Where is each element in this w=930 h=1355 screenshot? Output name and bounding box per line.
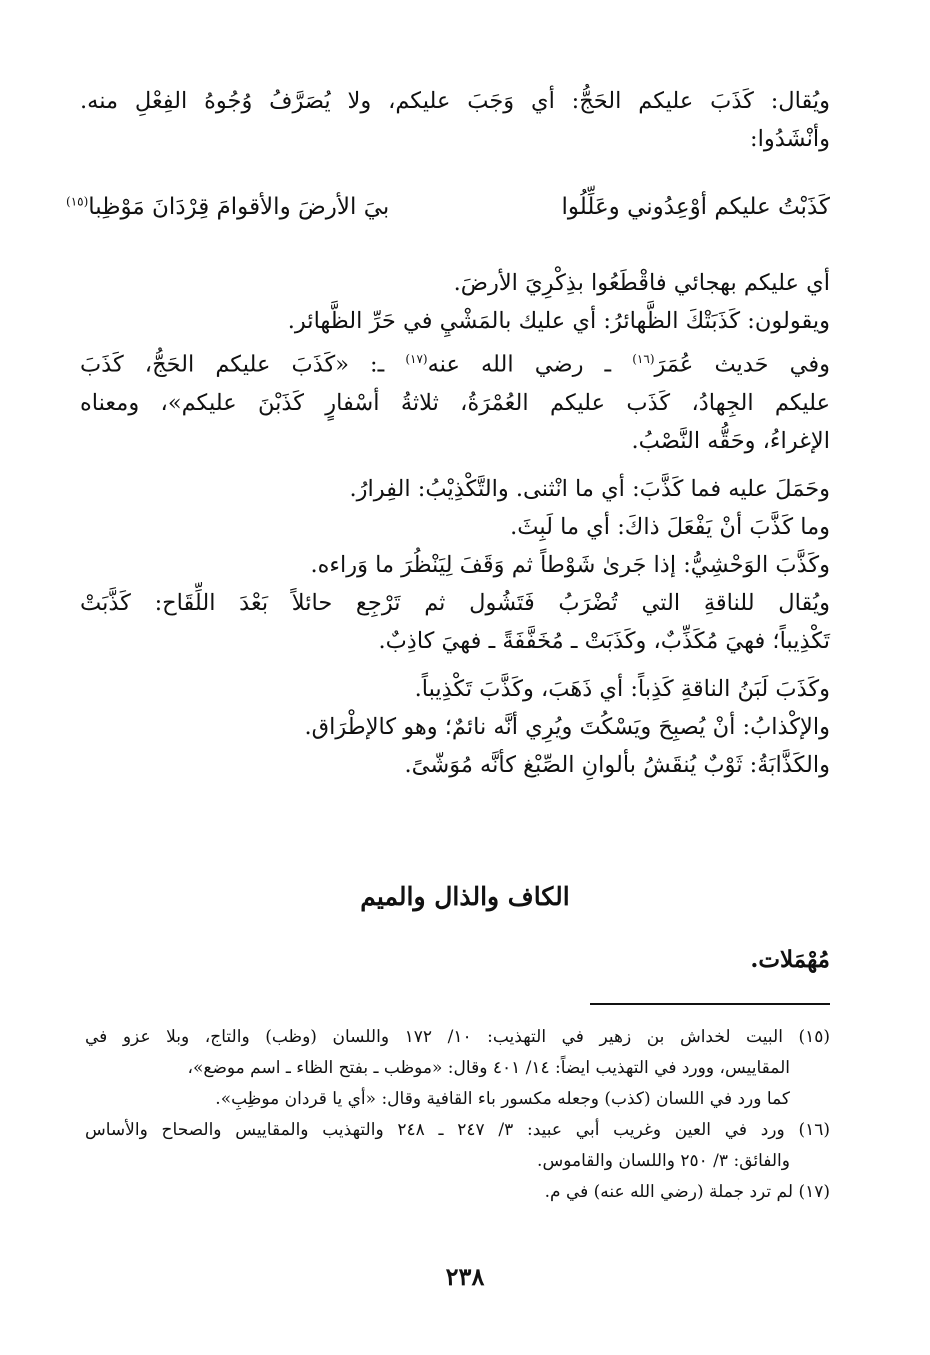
footnote-line: (١٧) لم ترد جملة (رضي الله عنه) في م. bbox=[544, 1182, 830, 1202]
footnote-line: (١٥) البيت لخداش بن زهير في التهذيب: ١٠/ ١٧٢ واللسان (وظب) والتاج، وبلا عزو في bbox=[85, 1027, 831, 1047]
text-line: ويُقال للناقةِ التي تُضْرَبُ فَتَشُول ثم تَرْجِع حائلاً بَعْدَ اللِّقَاح: كَذَّبَتْ bbox=[80, 589, 830, 616]
text-line: أي عليكم بهجائي فاقْطَعُوا بذِكْرِيَ الأرضَ. bbox=[453, 270, 830, 296]
verse-first-hemistich: كَذَبْتُ عليكم أوْعِدُوني وعَلِّلُوا bbox=[561, 194, 830, 220]
footnote-marker: (١٦) bbox=[632, 352, 655, 366]
footnote-line: (١٦) ورد في العين وغريب أبي عبيد: ٣/ ٢٤٧ ـ ٢٤٨ والتهذيب والمقاييس والصحاح والأساس bbox=[85, 1120, 830, 1140]
footnote-separator bbox=[590, 1003, 830, 1005]
text-line: الإغراءُ، وحَقُّه النَّصْبُ. bbox=[631, 427, 830, 454]
text-line: وكَذَبَ لَبَنُ الناقةِ كَذِباً: أي ذَهَبَ، وكَذَّبَ تَكْذِيباً. bbox=[414, 675, 830, 702]
text-line: والإكْذابُ: أنْ يُصبِحَ ويَسْكُتَ ويُرِي أنَّه نائمٌ؛ وهو كالإطْرَاق. bbox=[304, 713, 830, 740]
footnote-line: كما ورد في اللسان (كذب) وجعله مكسور باء القافية وقال: «أي يا قردان موظِبِ». bbox=[215, 1089, 790, 1109]
text-line: وأنْشَدُوا: bbox=[750, 126, 830, 152]
text-line: وكَذَّبَ الوَحْشِيُّ: إذا جَرىٰ شَوْطاً ثم وَقَفَ لِيَنْظُرَ ما وَراءه. bbox=[310, 551, 830, 578]
text-line: وحَمَلَ عليه فما كَذَّبَ: أي ما انْثنى. والتَّكْذِيْبُ: الفِرارُ. bbox=[349, 475, 830, 502]
section-body: مُهْمَلات. bbox=[750, 946, 830, 973]
text-line: ويُقال: كَذَبَ عليكم الحَجُّ: أي وَجَبَ عليكم، ولا يُصَرَّفُ وُجُوهُ الفِعْلِ منه. bbox=[80, 88, 830, 114]
page-number: ٢٣٨ bbox=[445, 1262, 485, 1291]
main-text bbox=[80, 82, 830, 158]
footnote-line: المقاييس، وورد في التهذيب ايضاً: ١٤/ ٤٠١ وقال: «موظب ـ بفتح الظاء ـ اسم موضع»، bbox=[187, 1058, 790, 1078]
verse-second-hemistich bbox=[66, 194, 389, 220]
footnote-marker: (١٥) bbox=[66, 194, 89, 209]
text-segment: ـ: «كَذَبَ عليكم الحَجُّ، كَذَبَ bbox=[80, 351, 406, 378]
text-line bbox=[80, 340, 830, 384]
section-heading: الكاف والذال والميم bbox=[360, 882, 570, 911]
text-line: تَكْذِيباً؛ فهيَ مُكَذِّبٌ، وكَذَبَتْ ـ مُخَفَّفَةً ـ فهيَ كاذِبٌ. bbox=[378, 627, 830, 654]
poetry-verse bbox=[66, 194, 830, 254]
verse-second-hemistich-text: بيَ الأرضَ والأقوامَ قِرْدَانَ مَوْظِبا bbox=[88, 194, 390, 220]
text-segment: ـ رضي الله عنه bbox=[427, 351, 633, 378]
text-line: عليكم الجِهادُ، كَذَب عليكم العُمْرَةُ، ثلاثةُ أسْفارٍ كَذَبْنَ عليكم»، ومعناه bbox=[80, 389, 830, 416]
main-text-continued bbox=[80, 264, 830, 784]
text-line: وما كَذَّبَ أنْ يَفْعَلَ ذاكَ: أي ما لَبِثَ. bbox=[510, 513, 830, 540]
text-segment: وفي حَديث عُمَرَ bbox=[654, 351, 830, 378]
footnotes bbox=[85, 1022, 830, 1208]
footnote-line: والفائق: ٣/ ٢٥٠ واللسان والقاموس. bbox=[537, 1151, 790, 1171]
text-line: ويقولون: كَذَبَتْكَ الظَّهائرُ: أي عليك بالمَشْيِ في حَرِّ الظَّهائر. bbox=[287, 308, 830, 334]
text-line: والكَذَّابَةُ: ثَوْبٌ يُنقَشُ بألوانِ الصِّبْغ كأنَّه مُوَشّىً. bbox=[404, 751, 830, 778]
footnote-marker: (١٧) bbox=[405, 352, 428, 366]
